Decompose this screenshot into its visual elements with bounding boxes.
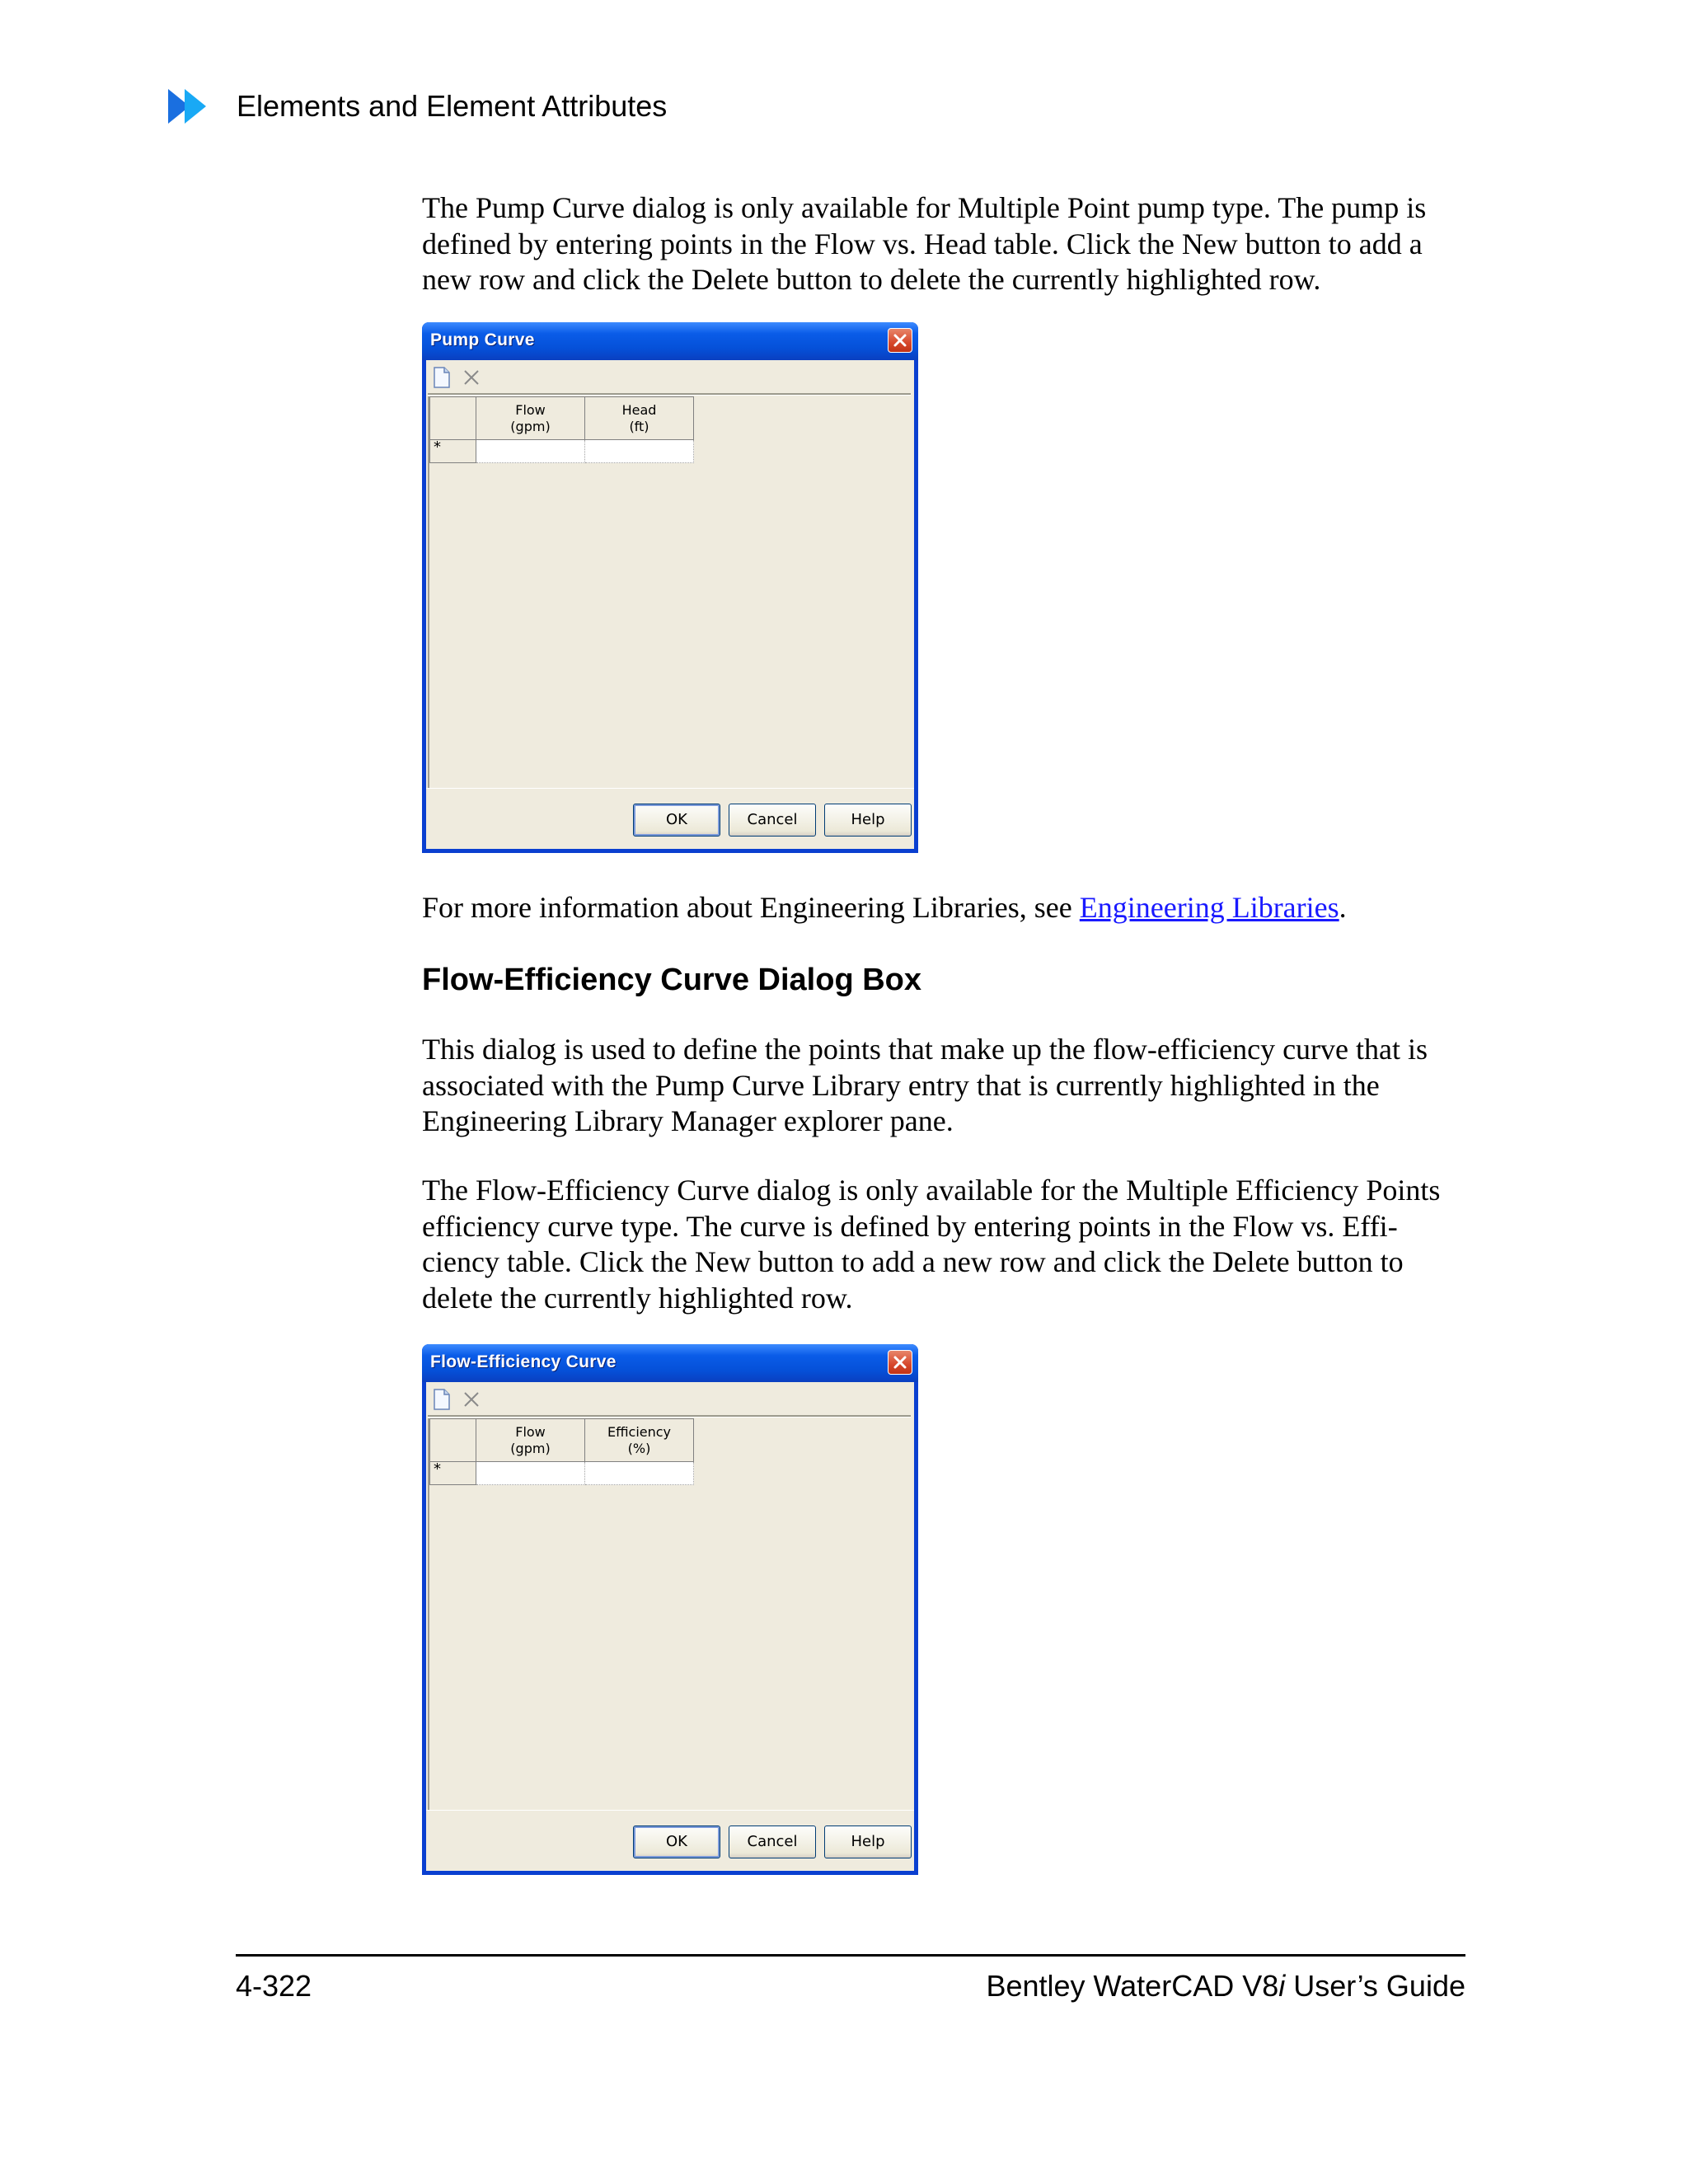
help-button[interactable]: Help: [824, 1825, 912, 1858]
close-button[interactable]: [888, 328, 912, 353]
dialog-toolbar: [426, 360, 914, 393]
new-row-marker[interactable]: *: [430, 1462, 476, 1485]
description-paragraph: [422, 1032, 1461, 1140]
toolbar-separator: [428, 1415, 911, 1418]
guide-title-italic: i: [1278, 1969, 1286, 2003]
page-number: 4-322: [236, 1969, 312, 2003]
engineering-libraries-link[interactable]: Engineering Libraries: [1079, 891, 1339, 924]
dialog-toolbar: [426, 1382, 914, 1415]
close-icon: [889, 329, 912, 352]
pump-curve-dialog: [422, 322, 918, 853]
cancel-button[interactable]: Cancel: [729, 804, 816, 837]
guide-title-text: Bentley WaterCAD V8: [986, 1969, 1279, 2003]
column-header-flow[interactable]: [476, 397, 585, 440]
dialog-button-bar: [426, 788, 914, 850]
library-reference-paragraph: [422, 890, 1461, 926]
dialog-client-area: [426, 360, 914, 849]
dialog-button-bar: [426, 1810, 914, 1872]
dialog-titlebar[interactable]: [422, 322, 918, 360]
close-button[interactable]: [888, 1350, 912, 1375]
dialog-titlebar[interactable]: [422, 1344, 918, 1382]
column-header-efficiency[interactable]: [585, 1419, 694, 1462]
column-header-unit: (gpm): [510, 418, 551, 434]
footer-rule: [236, 1954, 1465, 1957]
table-row: [430, 440, 694, 463]
toolbar-separator: [428, 393, 911, 396]
intro-paragraph: [422, 190, 1461, 298]
usage-paragraph: [422, 1173, 1461, 1316]
text-line: new row and click the Delete button to delete the currently highlighted row.: [422, 263, 1321, 296]
data-grid: [428, 1418, 909, 1810]
double-arrow-icon: [168, 87, 223, 125]
efficiency-cell[interactable]: [585, 1462, 694, 1485]
close-icon: [889, 1351, 912, 1374]
text-line: associated with the Pump Curve Library entry that is currently highlighted in the: [422, 1068, 1380, 1102]
cancel-button[interactable]: Cancel: [729, 1825, 816, 1858]
table-row: [430, 1462, 694, 1485]
help-button[interactable]: Help: [824, 804, 912, 837]
points-table: [429, 396, 694, 463]
dialog-client-area: [426, 1382, 914, 1871]
section-heading: Flow-Efficiency Curve Dialog Box: [422, 963, 921, 997]
flow-efficiency-curve-dialog: [422, 1344, 918, 1875]
text-line: efficiency curve type. The curve is defined by entering points in the Flow vs. Effi-: [422, 1209, 1398, 1243]
text-run: For more information about Engineering Libraries, see: [422, 891, 1080, 924]
flow-cell[interactable]: [476, 440, 585, 463]
text-line: The Flow-Efficiency Curve dialog is only available for the Multiple Efficiency Points: [422, 1174, 1441, 1207]
column-header-head[interactable]: [585, 397, 694, 440]
head-cell[interactable]: [585, 440, 694, 463]
text-line: ciency table. Click the New button to add a new row and click the Delete button to: [422, 1245, 1404, 1278]
text-line: The Pump Curve dialog is only available for Multiple Point pump type. The pump is: [422, 191, 1427, 224]
text-line: This dialog is used to define the points that make up the flow-efficiency curve that is: [422, 1033, 1428, 1066]
text-line: delete the currently highlighted row.: [422, 1281, 853, 1315]
table-header-row: [430, 1419, 694, 1462]
dialog-title: Pump Curve: [430, 330, 535, 349]
data-grid: [428, 396, 909, 788]
column-header-line: Flow: [515, 401, 546, 418]
ok-button[interactable]: OK: [633, 804, 720, 837]
new-document-icon[interactable]: [433, 1389, 451, 1410]
grid-corner[interactable]: [430, 1419, 476, 1462]
column-header-flow[interactable]: [476, 1419, 585, 1462]
text-line: Engineering Library Manager explorer pane.: [422, 1104, 954, 1137]
page-header-title: Elements and Element Attributes: [237, 89, 668, 123]
delete-x-icon[interactable]: [462, 1390, 481, 1408]
dialog-title: Flow-Efficiency Curve: [430, 1352, 617, 1371]
text-line: defined by entering points in the Flow vs. Head table. Click the New button to add a: [422, 227, 1423, 260]
column-header-line: Flow: [515, 1423, 546, 1440]
ok-button[interactable]: OK: [633, 1825, 720, 1858]
column-header-unit: (gpm): [510, 1440, 551, 1456]
column-header-unit: (ft): [629, 418, 649, 434]
points-table: [429, 1418, 694, 1485]
column-header-line: Efficiency: [607, 1423, 672, 1440]
text-run: .: [1339, 891, 1347, 924]
delete-x-icon[interactable]: [462, 368, 481, 387]
new-document-icon[interactable]: [433, 367, 451, 388]
column-header-line: Head: [621, 401, 657, 418]
flow-cell[interactable]: [476, 1462, 585, 1485]
grid-corner[interactable]: [430, 397, 476, 440]
new-row-marker[interactable]: *: [430, 440, 476, 463]
table-header-row: [430, 397, 694, 440]
guide-title-text: User’s Guide: [1285, 1969, 1465, 2003]
column-header-unit: (%): [627, 1440, 651, 1456]
guide-title: [986, 1969, 1465, 2004]
